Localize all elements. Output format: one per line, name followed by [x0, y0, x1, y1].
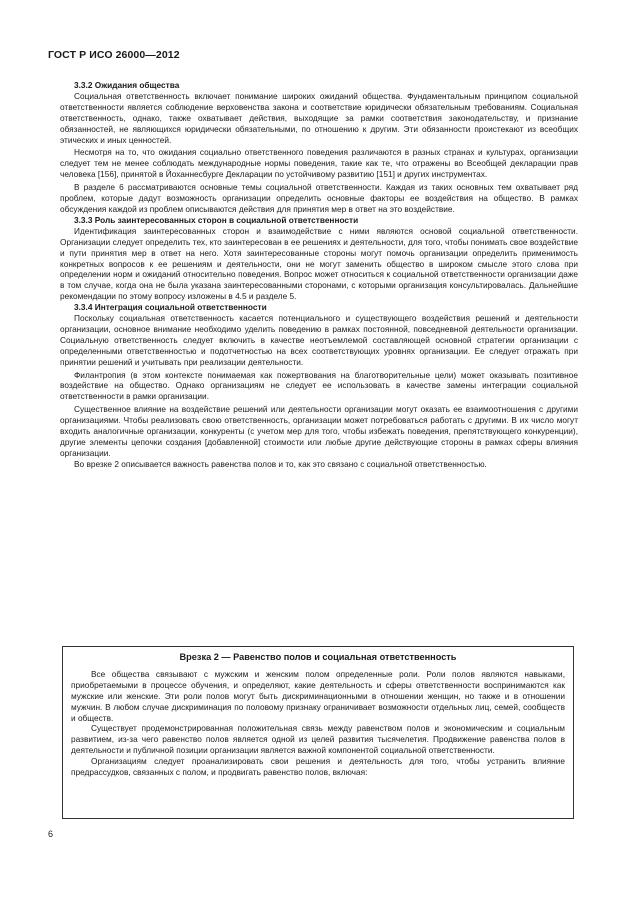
inset-paragraph: Все общества связывают с мужским и женским полом определенные роли. Роли полов являются навыками, приобретаемыми в процессе обучения, и определяют, какие деятельность и сферы ответственности воспринимаются как мужские или женские. Эти роли полов могут быть дискриминационными в отношении женщин, но также и в отношении мужчин. В любом случае дискриминация по половому признаку ограничивает возможности отдельных лиц, семей, сообществ и обществ.	[71, 668, 565, 723]
paragraph: В разделе 6 рассматриваются основные темы социальной ответственности. Каждая из таких основных тем охватывает ряд проблем, которые дадут возможность организации определить основные факторы ее воздействия на общество. В рамках обсуждения каждой из проблем описываются действия для принятия мер в ответ на это воздействие.	[60, 182, 578, 214]
page-number: 6	[48, 829, 54, 839]
paragraph: Социальная ответственность включает понимание широких ожиданий общества. Фундаментальным принципом социальной ответственности является соблюдение верховенства закона и соответствие юридически обязательным требованиям. Социальная ответственность, однако, также охватывает действия, выходящие за рамки соответствия законодательству, и признание обязанностей, не являющихся юридически обязательными, по отношению к другим. Эти обязанности проистекают из всеобщих этических и иных ценностей.	[60, 90, 578, 145]
paragraph: Идентификация заинтересованных сторон и взаимодействие с ними являются основой социальной ответственности. Организации следует определить тех, кто заинтересован в ее решениях и деятельности, для того, чтобы понимать свое воздействие и пути принятия мер в ответ на него. Хотя заинтересованные стороны могут помочь организации определить применимость конкретных вопросов к ее решениям и деятельности, они не могут заменить общество в широком смысле этого слова при определении норм и ожиданий относительно поведения. Вопрос может относиться к социальной ответственности организации даже в том случае, когда она не была указана заинтересованными сторонами, с которыми организация консультировалась. Дальнейшие рекомендации по этому вопросу изложены в 4.5 и разделе 5.	[60, 225, 578, 302]
paragraph: Несмотря на то, что ожидания социально ответственного поведения различаются в разных странах и культурах, организации следует тем не менее соблюдать международные нормы поведения, такие как те, что отражены во Всеобщей декларации прав человека [156], принятой в Йоханнесбурге Декларации по устойчивому развитию [151] и других инструментах.	[60, 147, 578, 180]
main-text	[60, 80, 578, 470]
paragraph: Филантропия (в этом контексте понимаемая как пожертвования на благотворительные цели) может оказывать позитивное воздействие на общество. Однако организациям не следует ее использовать в качестве замены интеграции социальной ответственности в рамки организации.	[60, 369, 578, 402]
inset-box-2	[62, 646, 574, 819]
section-heading-3-3-2: 3.3.2 Ожидания общества	[74, 80, 180, 90]
inset-title: Врезка 2 — Равенство полов и социальная ответственность	[179, 652, 457, 662]
inset-paragraph: Существует продемонстрированная положительная связь между равенством полов и экономическим и социальным развитием, из-за чего равенство полов является одной из целей развития тысячелетия. Продвижение равенства полов в деятельности и публичной позиции организации является важной компонентой социальной ответственности.	[71, 723, 565, 756]
paragraph: Поскольку социальная ответственность касается потенциального и существующего воздействия решений и деятельности организации, основное внимание необходимо уделить поведению в рамках постоянной, повседневной деятельности организации. Социальную ответственность следует включить в качестве неотъемлемой составляющей основной стратегии организации с определенными ответственностью и подотчетностью на всех соответствующих уровнях организации. Ее следует отражать при принятии решений и учитывать при реализации деятельности.	[60, 313, 578, 367]
section-heading-3-3-4: 3.3.4 Интеграция социальной ответственности	[74, 302, 267, 313]
running-header: ГОСТ Р ИСО 26000—2012	[48, 49, 180, 61]
paragraph: Во врезке 2 описывается важность равенства полов и то, как это связано с социальной ответственностью.	[74, 458, 487, 469]
inset-paragraph: Организациям следует проанализировать свои решения и деятельность для того, чтобы устранить влияние предрассудков, связанных с полом, и продвигать равенство полов, включая:	[71, 756, 565, 778]
paragraph: Существенное влияние на воздействие решений или деятельности организации могут оказать ее взаимоотношения с другими организациями. Чтобы реализовать свою ответственность, организации может потребоваться работать с другими. В их число могут входить аналогичные организации, конкуренты (с учетом мер для того, чтобы избежать поведения, препятствующего конкуренции), другие элементы цепочки создания [добавленной] стоимости или любые другие действующие стороны в рамках сферы влияния организации.	[60, 404, 578, 458]
section-heading-3-3-3: 3.3.3 Роль заинтересованных сторон в социальной ответственности	[74, 214, 359, 225]
